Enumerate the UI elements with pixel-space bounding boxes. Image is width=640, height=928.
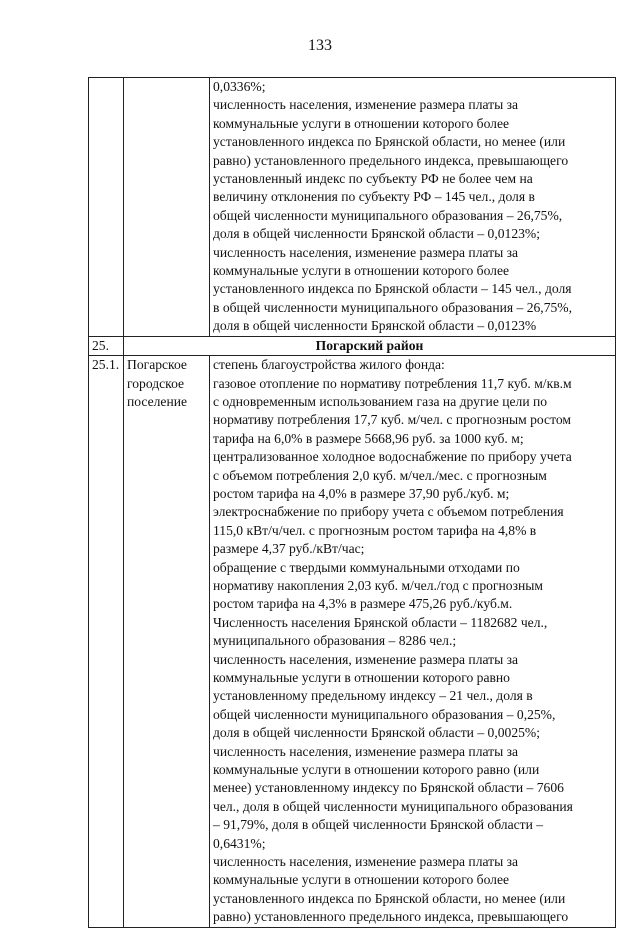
text-line: менее) установленному индексу по Брянской области – 7606: [213, 780, 564, 796]
text-line: общей численности муниципального образования – 26,75%,: [213, 207, 563, 223]
text-line: установленному предельному индексу – 21 чел., доля в: [213, 688, 533, 704]
document-table: [88, 77, 616, 928]
name-line: Погарское: [127, 357, 187, 373]
text-line: численность населения, изменение размера платы за: [213, 651, 519, 667]
text-line: газовое отопление по нормативу потребления 11,7 куб. м/кв.м: [213, 375, 572, 391]
text-line: обращение с твердыми коммунальными отходами по: [213, 559, 520, 575]
text-line: 115,0 кВт/ч/чел. с прогнозным ростом тарифа на 4,8% в: [213, 522, 537, 538]
text-line: коммунальные услуги в отношении которого равно: [213, 670, 510, 685]
section-title: Погарский район: [124, 336, 616, 355]
municipality-name-cell: [124, 78, 210, 337]
text-line: доля в общей численности Брянской области – 0,0123%: [213, 318, 537, 334]
text-line: – 91,79%, доля в общей численности Брянской области –: [213, 817, 544, 833]
text-line: установленный индекс по субъекту РФ не более чем на: [213, 171, 533, 187]
name-line: городское: [127, 375, 185, 391]
text-line: коммунальные услуги в отношении которого более: [213, 115, 510, 131]
description-cell: [210, 356, 616, 928]
text-line: численность населения, изменение размера платы за: [213, 854, 519, 870]
text-line: установленного индекса по Брянской области, но менее (или: [213, 890, 566, 906]
name-line: поселение: [127, 393, 188, 409]
text-line: установленного индекса по Брянской области, но менее (или: [213, 134, 566, 150]
row-number-cell: [89, 78, 124, 337]
text-line: ростом тарифа на 4,0% в размере 37,90 руб./куб. м;: [213, 485, 510, 501]
section-number-cell: 25.: [89, 336, 124, 355]
text-line: электроснабжение по прибору учета с объемом потребления: [213, 504, 564, 520]
text-line: численность населения, изменение размера платы за: [213, 743, 519, 759]
text-line: в общей численности муниципального образования – 26,75%,: [213, 299, 573, 315]
text-line: чел., доля в общей численности муниципального образования: [213, 798, 573, 814]
text-line: степень благоустройства жилого фонда:: [213, 357, 445, 373]
text-line: коммунальные услуги в отношении которого более: [213, 263, 510, 279]
text-line: установленного индекса по Брянской области – 145 чел., доля: [213, 281, 572, 297]
text-line: размере 4,37 руб./кВт/час;: [213, 541, 365, 557]
text-line: нормативу накопления 2,03 куб. м/чел./год с прогнозным: [213, 577, 543, 593]
text-line: доля в общей численности Брянской области – 0,0025%;: [213, 725, 541, 741]
text-line: численность населения, изменение размера платы за: [213, 97, 519, 113]
entry-row: [89, 356, 616, 928]
text-line: 0,0336%;: [213, 79, 266, 94]
text-line: коммунальные услуги в отношении которого равно (или: [213, 762, 540, 778]
text-line: муниципального образования – 8286 чел.;: [213, 633, 457, 649]
text-line: общей численности муниципального образования – 0,25%,: [213, 706, 556, 722]
text-line: равно) установленного предельного индекса, превышающего: [213, 152, 569, 168]
continuation-row: [89, 78, 616, 337]
text-line: 0,6431%;: [213, 835, 266, 851]
text-line: с объемом потребления 2,0 куб. м/чел./мес. с прогнозным: [213, 467, 547, 483]
text-line: ростом тарифа на 4,3% в размере 475,26 руб./куб.м.: [213, 596, 513, 612]
page-number: 133: [308, 37, 332, 54]
text-line: тарифа на 6,0% в размере 5668,96 руб. за 1000 куб. м;: [213, 430, 524, 446]
description-cell: [210, 78, 616, 337]
text-line: централизованное холодное водоснабжение по прибору учета: [213, 449, 572, 465]
text-line: равно) установленного предельного индекса, превышающего: [213, 909, 569, 925]
municipality-name-cell: [124, 356, 210, 928]
section-row: [89, 336, 616, 355]
text-line: доля в общей численности Брянской области – 0,0123%;: [213, 226, 541, 242]
text-line: Численность населения Брянской области – 1182682 чел.,: [213, 614, 548, 630]
text-line: нормативу потребления 17,7 куб. м/чел. с прогнозным ростом: [213, 412, 571, 428]
text-line: коммунальные услуги в отношении которого более: [213, 872, 510, 888]
row-number-cell: 25.1.: [89, 356, 124, 928]
text-line: величину отклонения по субъекту РФ – 145 чел., доля в: [213, 189, 535, 205]
text-line: с одновременным использованием газа на другие цели по: [213, 393, 548, 409]
text-line: численность населения, изменение размера платы за: [213, 244, 519, 260]
